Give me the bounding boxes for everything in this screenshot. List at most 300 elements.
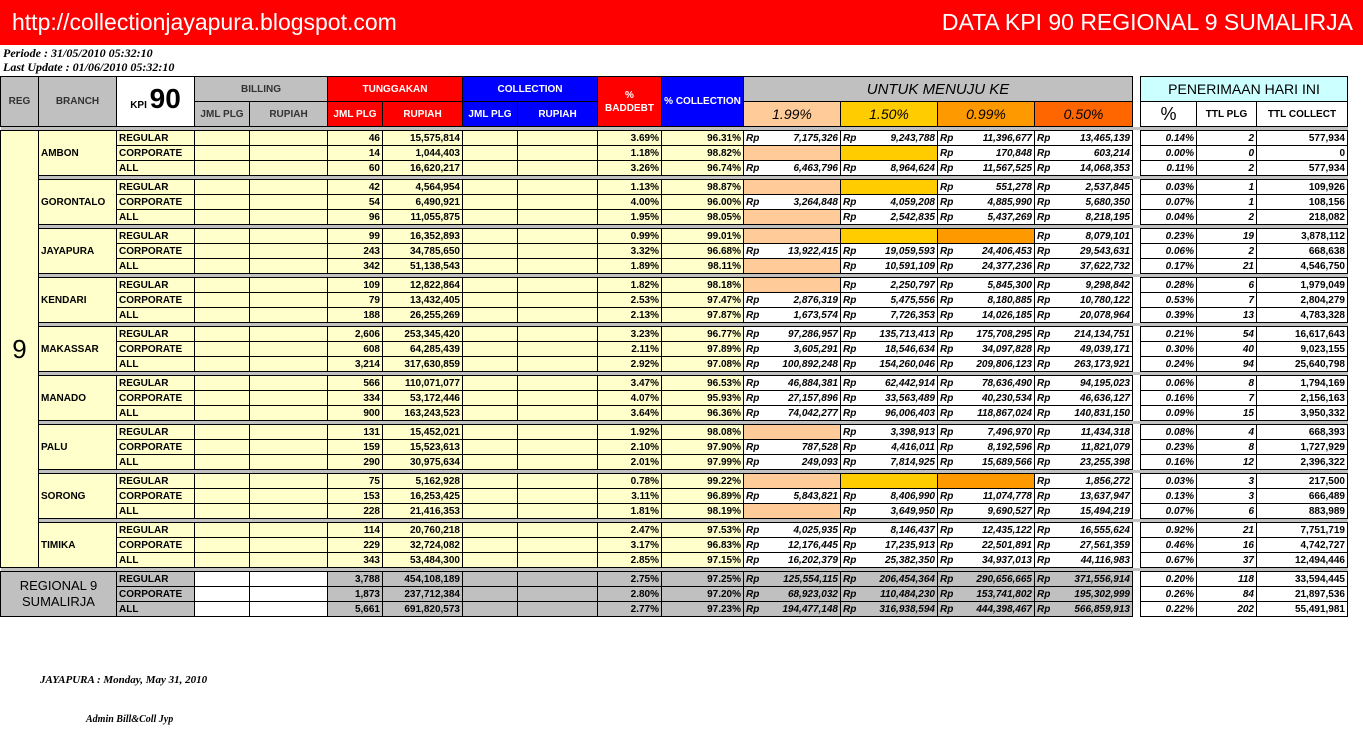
- today-ttl-plg: 1: [1197, 180, 1257, 195]
- billing-plg-cell: [195, 131, 250, 146]
- target-cell: [1035, 210, 1133, 225]
- rp-label: Rp: [1037, 573, 1051, 585]
- target-cell: [1035, 391, 1133, 406]
- rp-label: Rp: [746, 392, 760, 404]
- today-ttl-plg: 202: [1197, 602, 1257, 617]
- collection-plg-cell: [463, 342, 518, 357]
- collection-plg-cell: [463, 391, 518, 406]
- collection-plg-cell: [463, 602, 518, 617]
- pct-baddebt: 2.80%: [598, 587, 662, 602]
- target-cell: [1035, 342, 1133, 357]
- target-value: 5,475,556: [890, 294, 935, 306]
- target-value: 194,477,148: [782, 603, 838, 615]
- today-pct: 0.30%: [1141, 342, 1197, 357]
- target-cell: [744, 455, 841, 470]
- table-row: [1, 244, 1348, 259]
- collection-rupiah-cell: [518, 161, 598, 176]
- header-target-1: 1.99%: [744, 102, 841, 127]
- rp-label: Rp: [746, 456, 760, 468]
- header-billing-rupiah: RUPIAH: [250, 102, 328, 127]
- target-cell: [938, 308, 1035, 323]
- target-cell: [744, 376, 841, 391]
- collection-rupiah-cell: [518, 146, 598, 161]
- collection-plg-cell: [463, 210, 518, 225]
- segment-label: REGULAR: [117, 523, 195, 538]
- target-value: 209,806,123: [976, 358, 1032, 370]
- target-cell: [1035, 602, 1133, 617]
- billing-plg-cell: [195, 489, 250, 504]
- table-row: [1, 131, 1348, 146]
- collection-rupiah-cell: [518, 455, 598, 470]
- pct-collection: 98.11%: [662, 259, 744, 274]
- target-value: 2,542,835: [890, 211, 935, 223]
- target-value: 5,843,821: [793, 490, 838, 502]
- branch-name: MANADO: [39, 376, 117, 421]
- spacer: [1133, 489, 1141, 504]
- rp-label: Rp: [940, 294, 954, 306]
- collection-plg-cell: [463, 131, 518, 146]
- today-ttl-plg: 13: [1197, 308, 1257, 323]
- today-ttl-collect: 109,926: [1257, 180, 1348, 195]
- billing-plg-cell: [195, 180, 250, 195]
- today-ttl-collect: 217,500: [1257, 474, 1348, 489]
- today-ttl-plg: 0: [1197, 146, 1257, 161]
- spacer: [1133, 195, 1141, 210]
- rp-label: Rp: [1037, 147, 1051, 159]
- billing-rupiah-cell: [250, 391, 328, 406]
- target-value: 23,255,398: [1079, 456, 1130, 468]
- target-value: 37,622,732: [1079, 260, 1130, 272]
- target-cell: [1035, 523, 1133, 538]
- table-row: [1, 440, 1348, 455]
- rp-label: Rp: [746, 162, 760, 174]
- rp-label: Rp: [746, 343, 760, 355]
- target-cell: [938, 455, 1035, 470]
- spacer: [1133, 327, 1141, 342]
- table-row: [1, 342, 1348, 357]
- header-target-3: 0.99%: [938, 102, 1035, 127]
- target-value: 9,243,788: [890, 132, 935, 144]
- collection-rupiah-cell: [518, 342, 598, 357]
- collection-rupiah-cell: [518, 440, 598, 455]
- table-row: [1, 504, 1348, 519]
- footer-city-date: JAYAPURA : Monday, May 31, 2010: [40, 674, 208, 686]
- target-value: 78,636,490: [981, 377, 1032, 389]
- collection-rupiah-cell: [518, 210, 598, 225]
- collection-rupiah-cell: [518, 538, 598, 553]
- tunggakan-plg: 2,606: [328, 327, 383, 342]
- today-ttl-plg: 2: [1197, 244, 1257, 259]
- segment-label: REGULAR: [117, 327, 195, 342]
- today-ttl-plg: 3: [1197, 489, 1257, 504]
- segment-label: ALL: [117, 455, 195, 470]
- rp-label: Rp: [1037, 181, 1051, 193]
- rp-label: Rp: [843, 603, 857, 615]
- today-ttl-collect: 666,489: [1257, 489, 1348, 504]
- rp-label: Rp: [746, 245, 760, 257]
- target-value: 1,856,272: [1085, 475, 1130, 487]
- target-value: 118,867,024: [977, 407, 1032, 419]
- rp-label: Rp: [1037, 294, 1051, 306]
- pct-baddebt: 4.07%: [598, 391, 662, 406]
- pct-baddebt: 2.75%: [598, 572, 662, 587]
- target-cell: [744, 180, 841, 195]
- target-value: 140,831,150: [1074, 407, 1130, 419]
- today-pct: 0.22%: [1141, 602, 1197, 617]
- rp-label: Rp: [1037, 377, 1051, 389]
- table-row: [1, 474, 1348, 489]
- collection-rupiah-cell: [518, 195, 598, 210]
- pct-collection: 97.87%: [662, 308, 744, 323]
- target-cell: [841, 538, 938, 553]
- pct-baddebt: 3.47%: [598, 376, 662, 391]
- rp-label: Rp: [1037, 588, 1051, 600]
- collection-plg-cell: [463, 180, 518, 195]
- today-pct: 0.46%: [1141, 538, 1197, 553]
- rp-label: Rp: [940, 279, 954, 291]
- target-cell: [841, 455, 938, 470]
- target-cell: [1035, 587, 1133, 602]
- tunggakan-rupiah: 253,345,420: [383, 327, 463, 342]
- segment-label: CORPORATE: [117, 195, 195, 210]
- target-cell: [938, 602, 1035, 617]
- tunggakan-rupiah: 691,820,573: [383, 602, 463, 617]
- today-pct: 0.03%: [1141, 474, 1197, 489]
- segment-label: ALL: [117, 357, 195, 372]
- target-value: 125,554,115: [783, 573, 838, 585]
- today-pct: 0.17%: [1141, 259, 1197, 274]
- tunggakan-plg: 228: [328, 504, 383, 519]
- billing-rupiah-cell: [250, 602, 328, 617]
- today-ttl-collect: 25,640,798: [1257, 357, 1348, 372]
- pct-baddebt: 2.53%: [598, 293, 662, 308]
- tunggakan-plg: 79: [328, 293, 383, 308]
- target-value: 100,892,248: [782, 358, 838, 370]
- branch-name: TIMIKA: [39, 523, 117, 568]
- pct-collection: 96.31%: [662, 131, 744, 146]
- rp-label: Rp: [1037, 490, 1051, 502]
- rp-label: Rp: [940, 162, 954, 174]
- billing-plg-cell: [195, 259, 250, 274]
- today-ttl-plg: 37: [1197, 553, 1257, 568]
- collection-plg-cell: [463, 376, 518, 391]
- target-value: 206,454,364: [879, 573, 935, 585]
- table-row: [1, 357, 1348, 372]
- target-cell: [1035, 131, 1133, 146]
- tunggakan-plg: 900: [328, 406, 383, 421]
- collection-rupiah-cell: [518, 180, 598, 195]
- rp-label: Rp: [843, 328, 857, 340]
- today-pct: 0.20%: [1141, 572, 1197, 587]
- rp-label: Rp: [940, 505, 954, 517]
- target-value: 97,286,957: [787, 328, 838, 340]
- target-cell: [1035, 146, 1133, 161]
- collection-plg-cell: [463, 425, 518, 440]
- target-cell: [744, 210, 841, 225]
- tunggakan-plg: 3,788: [328, 572, 383, 587]
- collection-plg-cell: [463, 489, 518, 504]
- collection-rupiah-cell: [518, 259, 598, 274]
- rp-label: Rp: [940, 441, 954, 453]
- today-ttl-collect: 9,023,155: [1257, 342, 1348, 357]
- header-branch: BRANCH: [39, 77, 117, 127]
- pct-collection: 99.01%: [662, 229, 744, 244]
- rp-label: Rp: [746, 554, 760, 566]
- segment-label: ALL: [117, 406, 195, 421]
- spacer: [1133, 308, 1141, 323]
- billing-rupiah-cell: [250, 406, 328, 421]
- collection-rupiah-cell: [518, 131, 598, 146]
- rp-label: Rp: [746, 573, 760, 585]
- collection-plg-cell: [463, 538, 518, 553]
- target-cell: [841, 572, 938, 587]
- rp-label: Rp: [1037, 505, 1051, 517]
- segment-label: ALL: [117, 210, 195, 225]
- target-value: 96,006,403: [884, 407, 935, 419]
- tunggakan-plg: 608: [328, 342, 383, 357]
- tunggakan-rupiah: 4,564,954: [383, 180, 463, 195]
- target-value: 195,302,999: [1074, 588, 1130, 600]
- target-value: 94,195,023: [1079, 377, 1130, 389]
- target-value: 316,938,594: [879, 603, 935, 615]
- today-pct: 0.16%: [1141, 391, 1197, 406]
- collection-plg-cell: [463, 229, 518, 244]
- report-meta: [3, 46, 174, 74]
- rp-label: Rp: [1037, 260, 1051, 272]
- collection-rupiah-cell: [518, 229, 598, 244]
- segment-label: REGULAR: [117, 376, 195, 391]
- rp-label: Rp: [746, 132, 760, 144]
- pct-baddebt: 1.95%: [598, 210, 662, 225]
- regional-row: [1, 587, 1348, 602]
- target-value: 13,465,139: [1079, 132, 1130, 144]
- today-ttl-collect: 55,491,981: [1257, 602, 1348, 617]
- target-cell: [841, 342, 938, 357]
- billing-rupiah-cell: [250, 161, 328, 176]
- segment-label: ALL: [117, 602, 195, 617]
- target-value: 7,496,970: [987, 426, 1032, 438]
- billing-plg-cell: [195, 587, 250, 602]
- target-cell: [1035, 293, 1133, 308]
- site-url[interactable]: http://collectionjayapura.blogspot.com: [12, 9, 397, 35]
- target-value: 566,859,913: [1074, 603, 1130, 615]
- target-cell: [938, 425, 1035, 440]
- rp-label: Rp: [843, 279, 857, 291]
- today-pct: 0.39%: [1141, 308, 1197, 323]
- rp-label: Rp: [940, 490, 954, 502]
- rp-label: Rp: [1037, 343, 1051, 355]
- spacer: [1133, 244, 1141, 259]
- target-value: 4,025,935: [793, 524, 838, 536]
- collection-plg-cell: [463, 161, 518, 176]
- target-cell: [841, 440, 938, 455]
- table-row: [1, 259, 1348, 274]
- billing-rupiah-cell: [250, 504, 328, 519]
- target-cell: [1035, 244, 1133, 259]
- pct-baddebt: 3.11%: [598, 489, 662, 504]
- today-ttl-plg: 3: [1197, 474, 1257, 489]
- today-ttl-plg: 118: [1197, 572, 1257, 587]
- pct-collection: 97.53%: [662, 523, 744, 538]
- target-cell: [938, 572, 1035, 587]
- billing-rupiah-cell: [250, 180, 328, 195]
- header-target-2: 1.50%: [841, 102, 938, 127]
- table-row: [1, 376, 1348, 391]
- header-pct: %: [1141, 102, 1197, 127]
- tunggakan-rupiah: 6,490,921: [383, 195, 463, 210]
- rp-label: Rp: [843, 505, 857, 517]
- table-row: [1, 180, 1348, 195]
- periode-text: Periode : 31/05/2010 05:32:10: [3, 46, 153, 60]
- rp-label: Rp: [843, 132, 857, 144]
- tunggakan-plg: 290: [328, 455, 383, 470]
- target-cell: [841, 293, 938, 308]
- collection-rupiah-cell: [518, 504, 598, 519]
- pct-collection: 97.89%: [662, 342, 744, 357]
- billing-plg-cell: [195, 327, 250, 342]
- billing-rupiah-cell: [250, 357, 328, 372]
- branch-name: SORONG: [39, 474, 117, 519]
- tunggakan-plg: 114: [328, 523, 383, 538]
- pct-collection: 95.93%: [662, 391, 744, 406]
- spacer: [1133, 572, 1141, 587]
- target-value: 12,435,122: [981, 524, 1032, 536]
- target-cell: [744, 293, 841, 308]
- target-cell: [841, 376, 938, 391]
- target-cell: [744, 357, 841, 372]
- tunggakan-rupiah: 237,712,384: [383, 587, 463, 602]
- target-cell: [744, 587, 841, 602]
- spacer: [1133, 146, 1141, 161]
- target-value: 7,175,326: [793, 132, 838, 144]
- today-ttl-collect: 4,783,328: [1257, 308, 1348, 323]
- today-ttl-collect: 4,546,750: [1257, 259, 1348, 274]
- collection-rupiah-cell: [518, 391, 598, 406]
- pct-collection: 96.89%: [662, 489, 744, 504]
- target-value: 14,026,185: [981, 309, 1032, 321]
- collection-plg-cell: [463, 504, 518, 519]
- today-pct: 0.24%: [1141, 357, 1197, 372]
- collection-plg-cell: [463, 455, 518, 470]
- target-cell: [938, 406, 1035, 421]
- table-row: [1, 229, 1348, 244]
- today-ttl-collect: 108,156: [1257, 195, 1348, 210]
- target-value: 787,528: [801, 441, 838, 453]
- segment-label: REGULAR: [117, 131, 195, 146]
- target-cell: [744, 538, 841, 553]
- tunggakan-rupiah: 51,138,543: [383, 259, 463, 274]
- segment-label: REGULAR: [117, 180, 195, 195]
- pct-baddebt: 1.13%: [598, 180, 662, 195]
- pct-baddebt: 2.85%: [598, 553, 662, 568]
- collection-plg-cell: [463, 440, 518, 455]
- target-value: 8,146,437: [890, 524, 935, 536]
- target-value: 74,042,277: [787, 407, 838, 419]
- today-ttl-collect: 668,393: [1257, 425, 1348, 440]
- pct-collection: 97.25%: [662, 572, 744, 587]
- regional-row: [1, 572, 1348, 587]
- table-row: [1, 146, 1348, 161]
- target-value: 3,264,848: [793, 196, 838, 208]
- target-cell: [938, 440, 1035, 455]
- target-cell: [1035, 425, 1133, 440]
- rp-label: Rp: [746, 441, 760, 453]
- segment-label: REGULAR: [117, 572, 195, 587]
- target-cell: [938, 244, 1035, 259]
- target-value: 551,278: [995, 181, 1032, 193]
- rp-label: Rp: [843, 211, 857, 223]
- collection-rupiah-cell: [518, 474, 598, 489]
- target-cell: [841, 391, 938, 406]
- target-value: 3,649,950: [890, 505, 935, 517]
- target-cell: [1035, 308, 1133, 323]
- target-value: 16,202,379: [787, 554, 838, 566]
- pct-baddebt: 2.01%: [598, 455, 662, 470]
- target-value: 13,922,415: [787, 245, 838, 257]
- table-row: [1, 523, 1348, 538]
- rp-label: Rp: [940, 147, 954, 159]
- today-ttl-plg: 4: [1197, 425, 1257, 440]
- pct-baddebt: 2.77%: [598, 602, 662, 617]
- tunggakan-rupiah: 53,484,300: [383, 553, 463, 568]
- collection-rupiah-cell: [518, 278, 598, 293]
- regional-row: [1, 602, 1348, 617]
- branch-name: KENDARI: [39, 278, 117, 323]
- target-value: 34,937,013: [981, 554, 1032, 566]
- today-ttl-plg: 6: [1197, 504, 1257, 519]
- target-cell: [1035, 180, 1133, 195]
- target-cell: [744, 278, 841, 293]
- rp-label: Rp: [843, 196, 857, 208]
- spacer: [1133, 474, 1141, 489]
- target-cell: [744, 259, 841, 274]
- rp-label: Rp: [1037, 196, 1051, 208]
- segment-label: CORPORATE: [117, 391, 195, 406]
- target-cell: [841, 489, 938, 504]
- target-cell: [841, 406, 938, 421]
- segment-label: ALL: [117, 553, 195, 568]
- pct-baddebt: 2.11%: [598, 342, 662, 357]
- collection-rupiah-cell: [518, 376, 598, 391]
- target-value: 263,173,921: [1074, 358, 1130, 370]
- today-pct: 0.08%: [1141, 425, 1197, 440]
- target-value: 8,218,195: [1085, 211, 1130, 223]
- target-value: 20,078,964: [1079, 309, 1130, 321]
- collection-rupiah-cell: [518, 293, 598, 308]
- target-value: 603,214: [1093, 147, 1130, 159]
- target-value: 2,876,319: [793, 294, 838, 306]
- target-value: 8,964,624: [890, 162, 935, 174]
- target-cell: [841, 523, 938, 538]
- today-pct: 0.06%: [1141, 376, 1197, 391]
- spacer: [1133, 553, 1141, 568]
- pct-collection: 97.99%: [662, 455, 744, 470]
- target-value: 5,437,269: [987, 211, 1032, 223]
- rp-label: Rp: [940, 132, 954, 144]
- table-row: [1, 489, 1348, 504]
- segment-label: CORPORATE: [117, 342, 195, 357]
- target-value: 22,501,891: [981, 539, 1032, 551]
- target-cell: [841, 587, 938, 602]
- pct-baddebt: 3.26%: [598, 161, 662, 176]
- target-value: 6,463,796: [793, 162, 838, 174]
- spacer: [1133, 406, 1141, 421]
- collection-rupiah-cell: [518, 425, 598, 440]
- spacer: [1133, 357, 1141, 372]
- target-value: 2,250,797: [890, 279, 935, 291]
- target-cell: [744, 425, 841, 440]
- tunggakan-plg: 566: [328, 376, 383, 391]
